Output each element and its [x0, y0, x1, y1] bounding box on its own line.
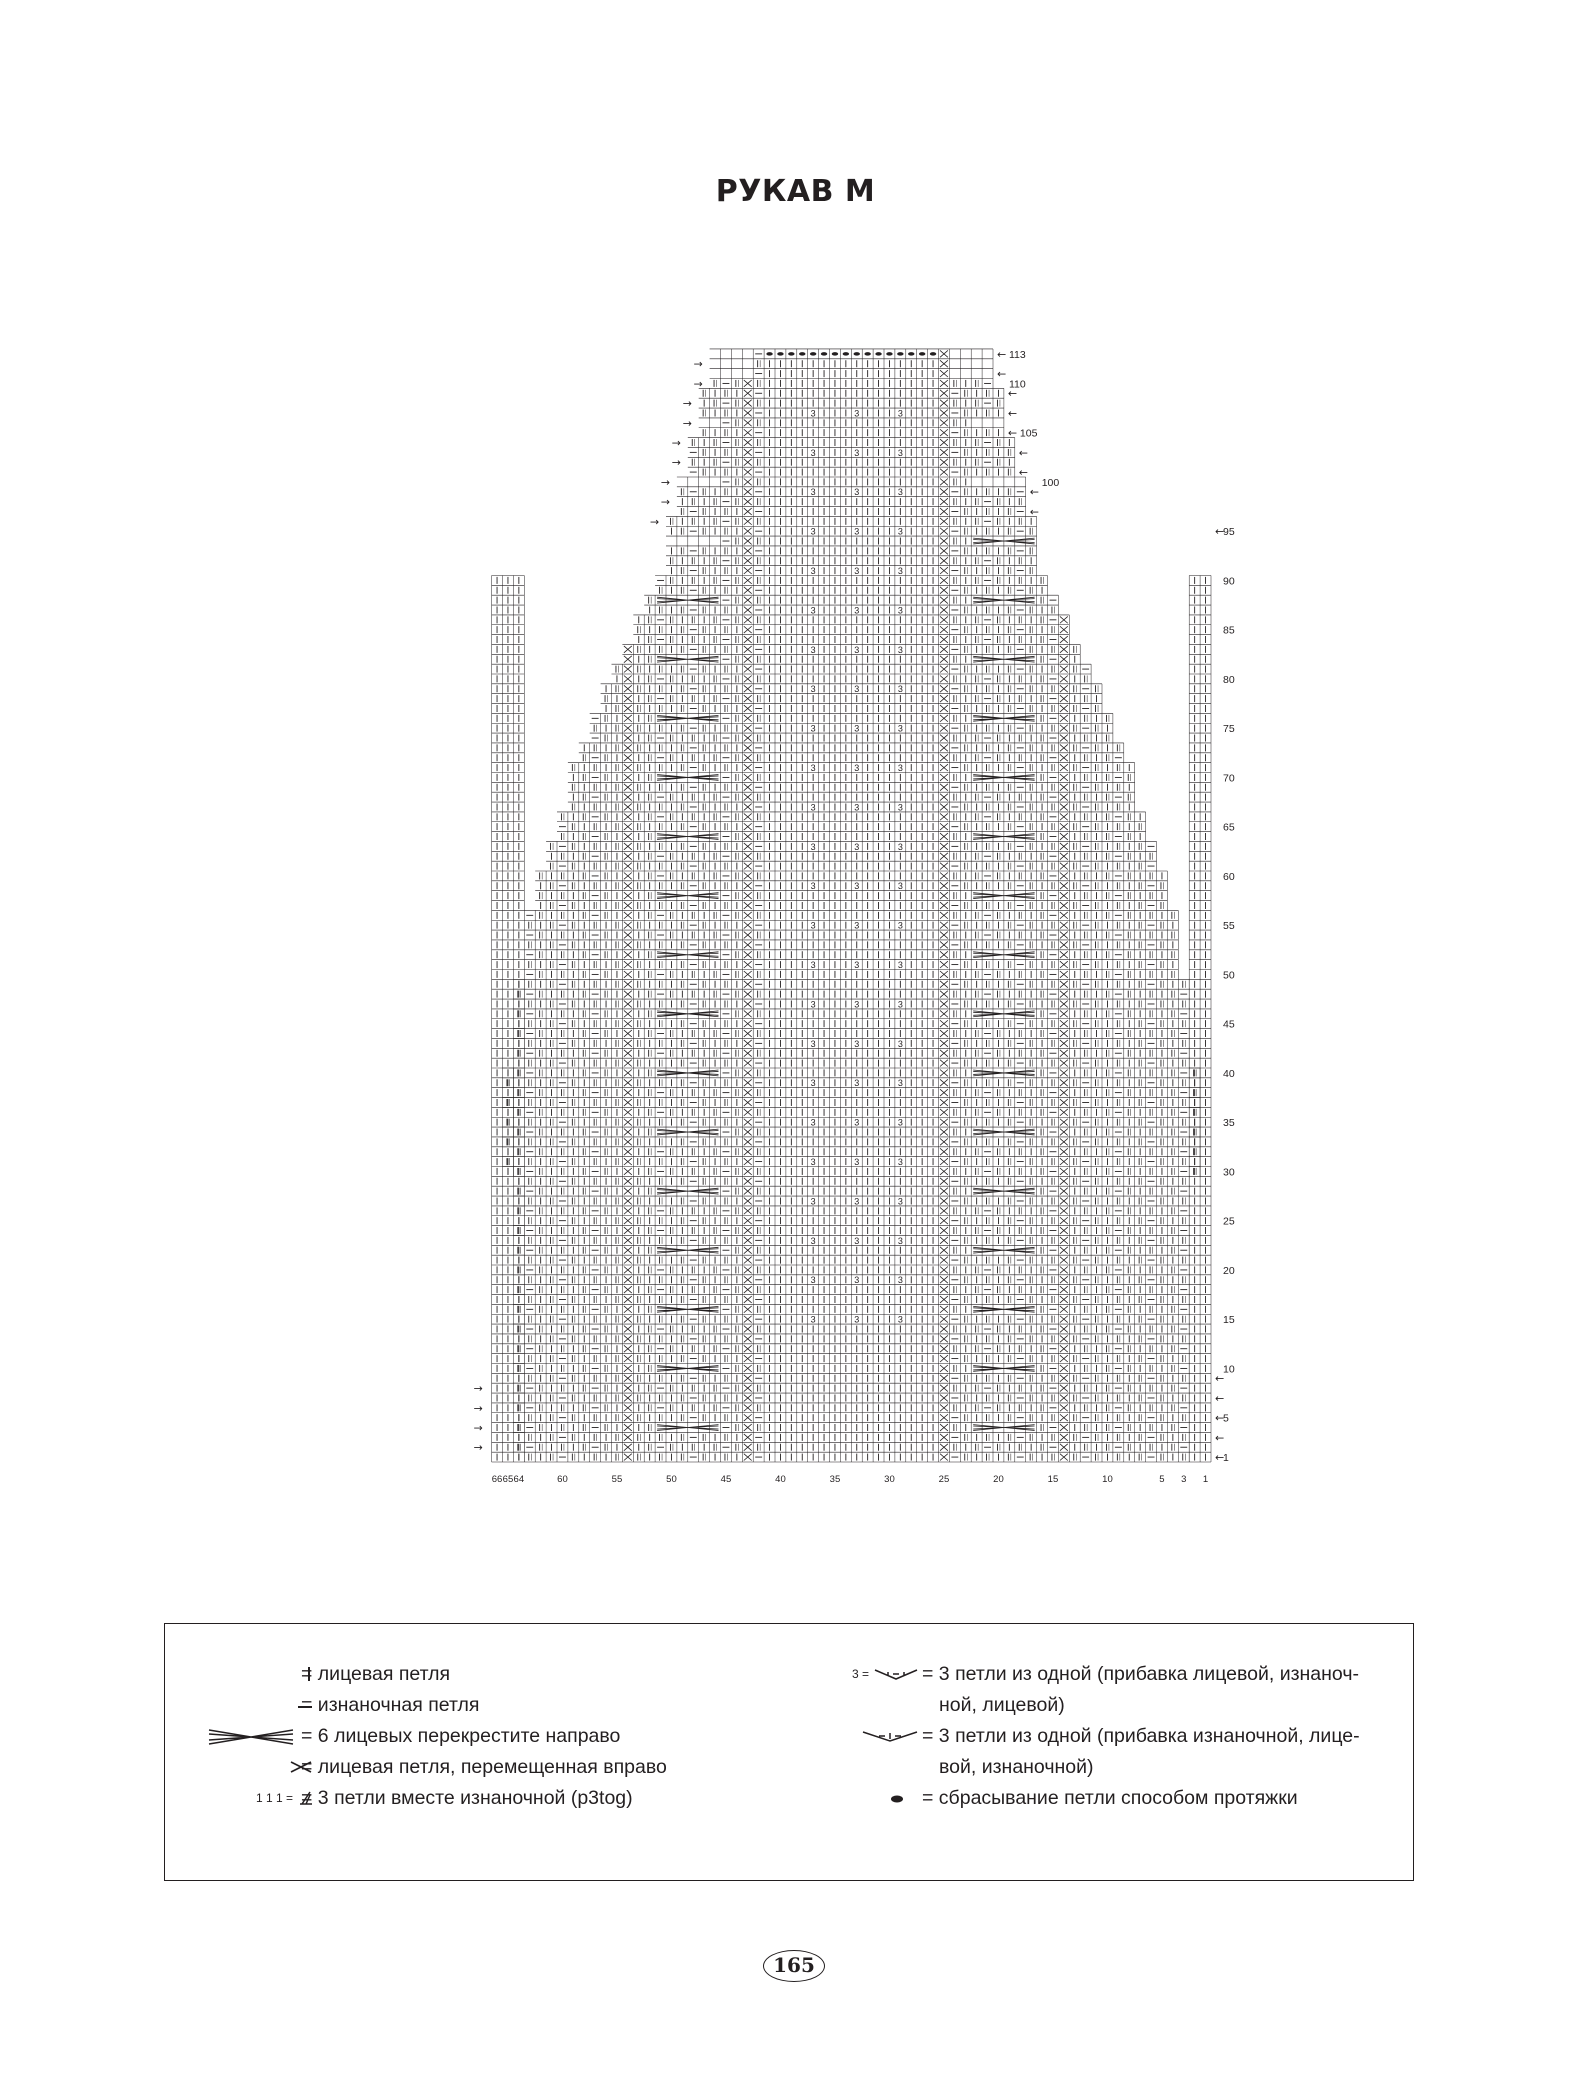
cross-mark	[624, 1316, 632, 1323]
cross-mark	[744, 1316, 752, 1323]
cross-mark	[624, 1188, 632, 1195]
cross-mark	[744, 1198, 752, 1205]
cross-mark	[744, 1326, 752, 1333]
cross-mark	[940, 1148, 948, 1155]
cross-mark	[940, 1257, 948, 1264]
cross-mark	[940, 1335, 948, 1342]
cross-mark	[940, 1404, 948, 1411]
cross-mark	[624, 1286, 632, 1293]
cross-mark	[940, 1424, 948, 1431]
cross-mark	[744, 1257, 752, 1264]
three-mark: 3	[897, 1314, 903, 1325]
cross-mark	[1060, 1355, 1068, 1362]
cross-mark	[624, 1335, 632, 1342]
cross-mark	[940, 1454, 948, 1461]
cross-mark	[1060, 1434, 1068, 1441]
cross-mark	[940, 1207, 948, 1214]
cross-mark	[624, 1276, 632, 1283]
cross-mark	[940, 1198, 948, 1205]
cross-mark	[940, 1316, 948, 1323]
cross-mark	[940, 1296, 948, 1303]
cross-mark	[744, 1168, 752, 1175]
cross-mark	[744, 1385, 752, 1392]
cross-mark	[1060, 1267, 1068, 1274]
cross-mark	[1060, 1345, 1068, 1352]
cross-mark	[744, 1148, 752, 1155]
cross-mark	[940, 1385, 948, 1392]
cross-mark	[940, 1286, 948, 1293]
three-mark: 3	[810, 1196, 816, 1207]
cross-mark	[1060, 1198, 1068, 1205]
cross-mark	[1060, 1316, 1068, 1323]
cross-mark	[624, 1227, 632, 1234]
three-mark: 3	[854, 1235, 860, 1246]
cross-mark	[624, 1414, 632, 1421]
cross-mark	[744, 1454, 752, 1461]
cross-mark	[1060, 1168, 1068, 1175]
cross-mark	[1060, 1395, 1068, 1402]
cross-mark	[744, 1217, 752, 1224]
cross-mark	[624, 1444, 632, 1451]
cross-mark	[624, 1454, 632, 1461]
cross-mark	[940, 1395, 948, 1402]
cross-mark	[1060, 1247, 1068, 1254]
cross-mark	[624, 1395, 632, 1402]
cross-mark	[1060, 1424, 1068, 1431]
cross-mark	[940, 1355, 948, 1362]
cross-mark	[744, 1395, 752, 1402]
cross-mark	[624, 1375, 632, 1382]
cross-mark	[1060, 1286, 1068, 1293]
cross-mark	[624, 1198, 632, 1205]
cross-mark	[1060, 1306, 1068, 1313]
cross-mark	[1060, 1454, 1068, 1461]
cross-mark	[940, 1375, 948, 1382]
three-mark: 3	[810, 1157, 816, 1167]
cross-mark	[940, 1306, 948, 1313]
cross-mark	[624, 1404, 632, 1411]
cross-mark	[624, 1158, 632, 1165]
cross-mark	[940, 1414, 948, 1421]
cross-mark	[1060, 1444, 1068, 1451]
cross-mark	[1060, 1178, 1068, 1185]
three-mark: 3	[897, 1275, 903, 1286]
cross-mark	[744, 1267, 752, 1274]
cross-mark	[744, 1414, 752, 1421]
cross-mark	[744, 1227, 752, 1234]
cross-mark	[1060, 1385, 1068, 1392]
cross-mark	[1060, 1276, 1068, 1283]
cross-mark	[624, 1355, 632, 1362]
cross-mark	[940, 1247, 948, 1254]
cross-mark	[744, 1247, 752, 1254]
cross-mark	[744, 1375, 752, 1382]
cross-mark	[744, 1444, 752, 1451]
cross-mark	[624, 1168, 632, 1175]
cross-mark	[744, 1296, 752, 1303]
cross-mark	[1060, 1404, 1068, 1411]
three-mark: 3	[810, 1314, 816, 1325]
cross-mark	[1060, 1158, 1068, 1165]
cross-mark	[940, 1365, 948, 1372]
cross-mark	[1060, 1217, 1068, 1224]
three-mark: 3	[897, 1235, 903, 1246]
cross-mark	[1060, 1296, 1068, 1303]
cross-mark	[744, 1424, 752, 1431]
cross-mark	[624, 1267, 632, 1274]
cross-mark	[624, 1207, 632, 1214]
cross-mark	[1060, 1326, 1068, 1333]
cross-mark	[744, 1286, 752, 1293]
cross-mark	[744, 1306, 752, 1313]
cross-mark	[1060, 1365, 1068, 1372]
cross-mark	[1060, 1257, 1068, 1264]
cross-mark	[940, 1188, 948, 1195]
cross-mark	[940, 1227, 948, 1234]
cross-mark	[744, 1237, 752, 1244]
cross-mark	[624, 1434, 632, 1441]
cross-mark	[940, 1276, 948, 1283]
three-mark: 3	[854, 1196, 860, 1207]
cross-mark	[624, 1237, 632, 1244]
cross-mark	[744, 1178, 752, 1185]
cross-mark	[940, 1326, 948, 1333]
cross-mark	[1060, 1237, 1068, 1244]
three-mark: 3	[854, 1157, 860, 1167]
three-mark: 3	[854, 1314, 860, 1325]
cross-mark	[624, 1424, 632, 1431]
cross-mark	[1060, 1335, 1068, 1342]
cross-mark	[744, 1404, 752, 1411]
cross-mark	[624, 1217, 632, 1224]
cross-mark	[624, 1247, 632, 1254]
three-mark: 3	[810, 1275, 816, 1286]
cross-mark	[624, 1326, 632, 1333]
cross-mark	[940, 1217, 948, 1224]
cross-mark	[1060, 1375, 1068, 1382]
cross-mark	[624, 1306, 632, 1313]
three-mark: 3	[897, 1196, 903, 1207]
cross-mark	[940, 1267, 948, 1274]
cross-mark	[744, 1158, 752, 1165]
chart-grid	[492, 349, 1211, 1462]
cross-mark	[940, 1444, 948, 1451]
cross-mark	[624, 1345, 632, 1352]
cross-mark	[624, 1296, 632, 1303]
cross-mark	[744, 1188, 752, 1195]
cross-mark	[744, 1345, 752, 1352]
cross-mark	[744, 1365, 752, 1372]
cross-mark	[624, 1178, 632, 1185]
cross-mark	[1060, 1207, 1068, 1214]
cross-mark	[744, 1207, 752, 1214]
cross-mark	[1060, 1227, 1068, 1234]
three-mark: 3	[854, 1275, 860, 1286]
cross-mark	[744, 1276, 752, 1283]
page-title: РУКАВ М	[715, 174, 876, 209]
cross-mark	[624, 1257, 632, 1264]
cross-mark	[744, 1355, 752, 1362]
cross-mark	[940, 1158, 948, 1165]
cross-mark	[744, 1335, 752, 1342]
cross-mark	[940, 1237, 948, 1244]
cross-mark	[940, 1345, 948, 1352]
three-mark: 3	[810, 1235, 816, 1246]
cross-mark	[1060, 1148, 1068, 1155]
cross-mark	[624, 1385, 632, 1392]
cross-mark	[940, 1434, 948, 1441]
cross-mark	[624, 1365, 632, 1372]
cross-mark	[1060, 1188, 1068, 1195]
three-mark: 3	[897, 1157, 903, 1167]
cross-mark	[940, 1168, 948, 1175]
cross-mark	[940, 1178, 948, 1185]
cross-mark	[1060, 1414, 1068, 1421]
cross-mark	[744, 1434, 752, 1441]
